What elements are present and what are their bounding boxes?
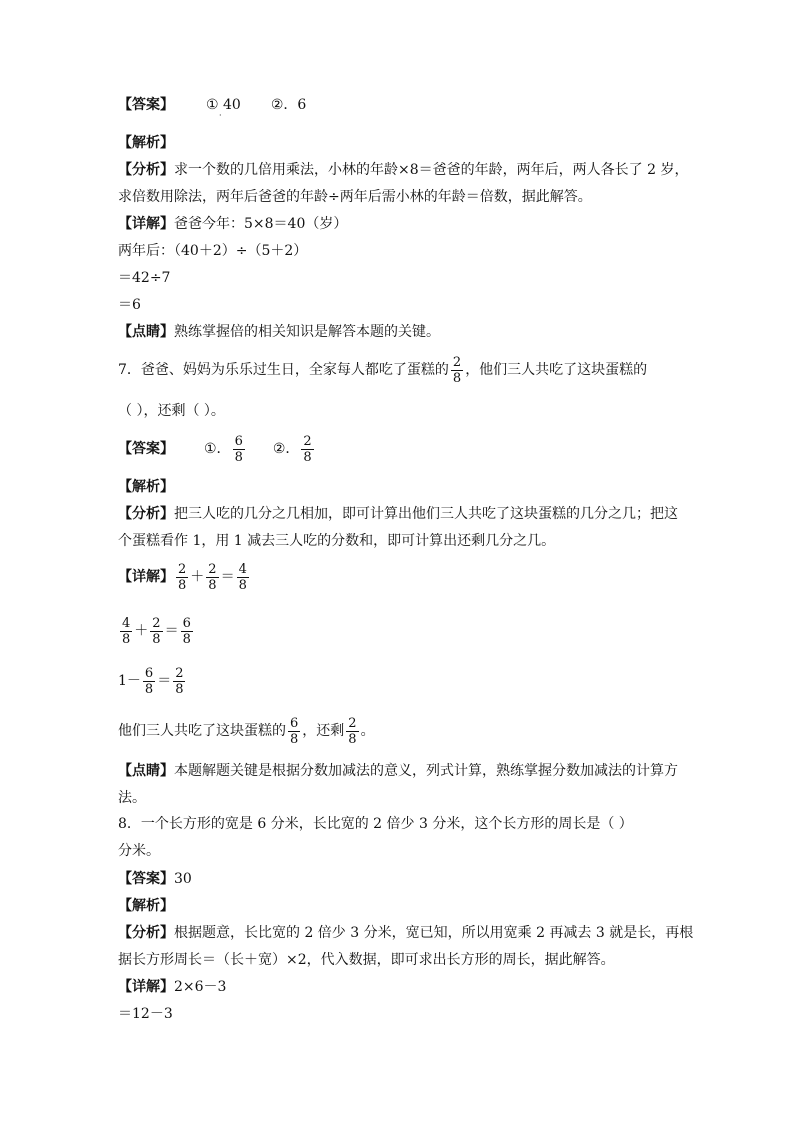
fraction [176,562,188,593]
q7-answer-row [118,431,316,467]
q8-calc-line2: ＝12－3 [118,1006,173,1022]
numerator: 2 [303,433,312,449]
fraction [451,355,463,386]
q8-analysis-heading: 【解析】 [118,898,174,914]
q7-question-line2: （ ），还剩（ ）。 [118,403,225,419]
denominator: 8 [152,631,161,647]
q6-calc-line3: ＝42÷7 [118,270,171,286]
xiangjie-text: 爸爸今年：5×8＝40（岁） [174,216,348,232]
answer-label: 【答案】 [118,871,174,887]
fraction [237,562,249,593]
q7-dianjing-line1 [118,761,678,781]
fraction [120,616,132,647]
numerator: 4 [238,561,247,577]
denominator: 8 [182,631,191,647]
xiangjie-text: 2×6－3 [174,979,227,995]
denominator: 8 [290,731,299,747]
fenxi-label: 【分析】 [118,925,174,941]
q6-calc-line4: ＝6 [118,297,141,313]
denominator: 8 [234,449,243,465]
numerator: 6 [182,615,191,631]
conclusion-mid: ，还剩 [302,723,345,739]
xiangjie-label: 【详解】 [118,979,174,995]
numerator: 2 [348,715,357,731]
fenxi-text: 求一个数的几倍用乘法，小林的年龄×8＝爸爸的年龄，两年后，两人各长了 2 岁， [174,162,689,178]
conclusion-text: 他们三人共吃了这块蛋糕的 [118,723,286,739]
q6-fenxi-line1 [118,160,688,180]
q7-analysis-heading: 【解析】 [118,479,174,495]
q6-calc-line2: 两年后：（40＋2）÷（5＋2） [118,243,308,259]
numerator: 2 [452,354,462,370]
answer-1-prefix: ①． [204,441,231,457]
fenxi-text: 根据题意，长比宽的 2 倍少 3 分米，宽已知，所以用宽乘 2 再减去 3 就是长，再根 [174,925,694,941]
q6-answer-row [118,95,306,115]
stray-dot: · [219,111,222,120]
q7-eq3 [118,663,187,699]
fenxi-label: 【分析】 [118,506,174,522]
q8-answer-row [118,869,192,889]
conclusion-end: 。 [360,723,375,739]
q7-fenxi-line2: 个蛋糕看作 1，用 1 减去三人吃的分数和，即可计算出还剩几分之几。 [118,533,556,549]
q8-question-line2: 分米。 [118,843,160,859]
q8-fenxi-line2: 据长方形周长＝（长＋宽）×2，代入数据，即可求出长方形的周长，据此解答。 [118,952,615,968]
numerator: 6 [290,715,299,731]
denominator: 8 [348,731,357,747]
answer-label: 【答案】 [118,97,174,113]
fraction [181,616,193,647]
dianjing-text: 熟练掌握倍的相关知识是解答本题的关键。 [174,324,440,340]
xiangjie-label: 【详解】 [118,569,174,585]
equals: ＝ [157,673,172,689]
fraction [150,616,162,647]
denominator: 8 [452,370,462,386]
answer-value: 30 [174,871,192,887]
denominator: 8 [238,577,247,593]
fenxi-text: 把三人吃的几分之几相加，即可计算出他们三人共吃了这块蛋糕的几分之几；把这 [174,506,678,522]
answer-label: 【答案】 [118,441,174,457]
numerator: 2 [208,561,217,577]
numerator: 2 [175,665,184,681]
fenxi-label: 【分析】 [118,162,174,178]
equals: ＝ [164,623,179,639]
numerator: 6 [234,433,243,449]
q8-xiangjie-line1 [118,977,226,997]
numerator: 2 [152,615,161,631]
one-minus: 1－ [118,673,141,689]
numerator: 6 [144,665,154,681]
denominator: 8 [303,449,312,465]
q7-fenxi-line1 [118,504,678,524]
q8-question-line1: 8．一个长方形的宽是 6 分米，长比宽的 2 倍少 3 分米，这个长方形的周长是（ ） [118,816,633,832]
question-text-post: ，他们三人共吃了这块蛋糕的 [465,362,648,378]
numerator: 2 [178,561,187,577]
q7-conclusion [118,713,375,749]
fraction [288,716,300,747]
fraction [143,666,155,697]
q7-eq1 [118,559,251,595]
answer-2-prefix: ②． [272,441,300,457]
fraction [173,666,185,697]
fraction [346,716,358,747]
denominator: 8 [144,681,154,697]
answer-1-fraction [233,434,245,465]
xiangjie-label: 【详解】 [118,216,174,232]
q7-eq2 [118,613,195,649]
denominator: 8 [122,631,131,647]
question-text: 7．爸爸、妈妈为乐乐过生日，全家每人都吃了蛋糕的 [118,362,449,378]
dianjing-label: 【点睛】 [118,324,174,340]
operator: ＋ [190,569,205,585]
denominator: 8 [208,577,217,593]
dianjing-label: 【点睛】 [118,763,174,779]
numerator: 4 [122,615,131,631]
fraction [206,562,218,593]
q6-analysis-heading: 【解析】 [118,135,174,151]
answer-1: ① 40 [206,97,241,113]
q7-dianjing-line2: 法。 [118,790,146,806]
q8-fenxi-line1 [118,923,693,943]
denominator: 8 [175,681,184,697]
operator: ＋ [134,623,149,639]
equals: ＝ [220,569,235,585]
q6-xiangjie-line1 [118,214,347,234]
q7-question-line1 [118,352,647,388]
answer-2: ②．6 [270,97,307,113]
dianjing-text: 本题解题关键是根据分数加减法的意义，列式计算，熟练掌握分数加减法的计算方 [174,763,678,779]
denominator: 8 [178,577,187,593]
q6-dianjing [118,322,440,342]
q6-fenxi-line2: 求倍数用除法，两年后爸爸的年龄÷两年后需小林的年龄＝倍数，据此解答。 [118,189,592,205]
answer-2-fraction [301,434,313,465]
